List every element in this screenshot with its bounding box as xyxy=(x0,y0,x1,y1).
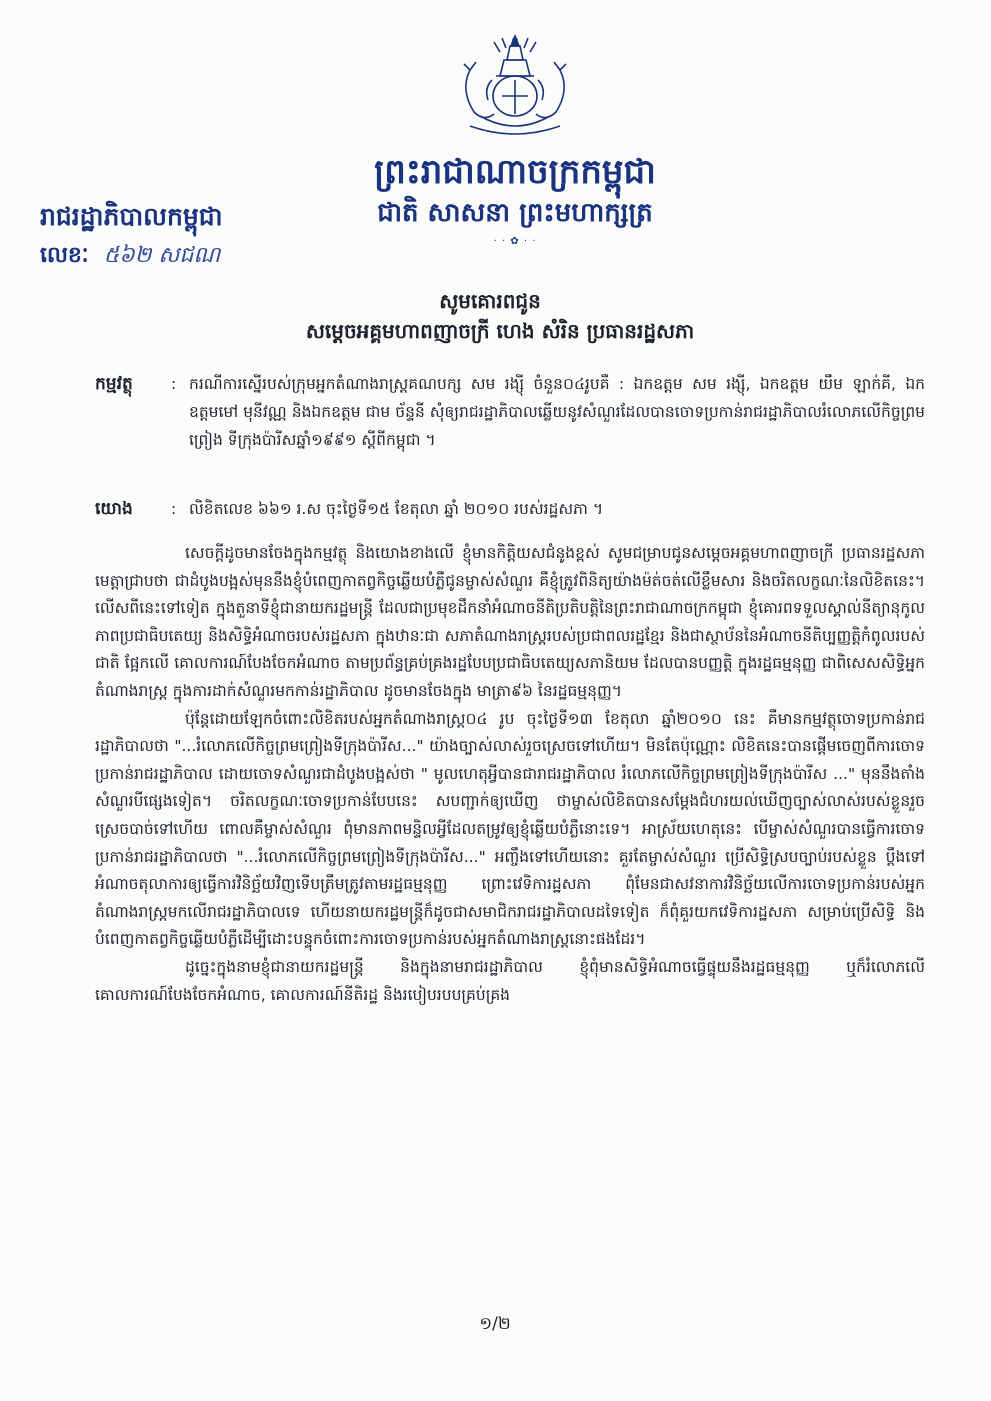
subject-field xyxy=(95,370,925,454)
sender-government: រាជរដ្ឋាភិបាលកម្ពុជា xyxy=(40,202,223,231)
subject-label: កម្មវត្ថុ xyxy=(95,374,133,394)
reference-number-label: លេខៈ xyxy=(40,243,89,268)
subject-colon: : xyxy=(171,375,177,393)
body-paragraph-2: ប៉ុន្តែដោយឡែកចំពោះលិខិតរបស់អ្នកតំណាងរាស្ត្រ០៤ រូប ចុះថ្ងៃទី១៣ ខែតុលា ឆ្នាំ២០១០ នេះ គឺមានកម្មវត្ថុចោទប្រកាន់រាជរដ្ឋាភិបាលថា "...រំលោភលើកិច្ចព្រមព្រៀងទីក្រុងប៉ារីស..." យ៉ាងច្បាស់លាស់រួចស្រេចទៅហើយ។ មិនតែប៉ុណ្ណោះ លិខិតនេះបានផ្តើមចេញពីការចោទប្រកាន់រាជរដ្ឋាភិបាល ដោយចោទសំណួរជាដំបូងបង្អស់ថា " មូលហេតុអ្វីបានជារាជរដ្ឋាភិបាល រំលោភលើកិច្ចព្រមព្រៀងទីក្រុងប៉ារីស ..." មុននឹងតាំងសំណួរបីផ្សេងទៀត។ ចរិតលក្ខណៈចោទប្រកាន់បែបនេះ សបញ្ជាក់ឲ្យឃើញ ថាម្ចាស់លិខិតបានសម្តែងជំហរយល់ឃើញច្បាស់លាស់របស់ខ្លួនរួចស្រេចបាច់ទៅហើយ ពោលគឺម្ចាស់សំណួរ ពុំមានភាពមន្ទិលអ្វីដែលតម្រូវឲ្យខ្ញុំឆ្លើយបំភ្លឺនោះទេ។ អាស្រ័យហេតុនេះ បើម្ចាស់សំណួរបានធ្វើការចោទប្រកាន់រាជរដ្ឋាភិបាលថា "...រំលោភលើកិច្ចព្រមព្រៀងទីក្រុងប៉ារីស..." អញ្ចឹងទៅហើយនោះ គួរតែម្ចាស់សំណួរ ប្រើសិទ្ធិស្របច្បាប់របស់ខ្លួន ប្តឹងទៅអំណាចតុលាការឲ្យធ្វើការវិនិច្ឆ័យវិញទើបត្រឹមត្រូវតាមរដ្ឋធម្មនុញ្ញ ព្រោះវេទិការដ្ឋសភា ពុំមែនជាសវនាការវិនិច្ឆ័យលើការចោទប្រកាន់របស់អ្នកតំណាងរាស្ត្រមកលើរាជរដ្ឋាភិបាលទេ ហើយនាយករដ្ឋមន្ត្រីក៏ដូចជាសមាជិករាជរដ្ឋាភិបាលដទៃទៀត ក៏ពុំគួរយកវេទិការដ្ឋសភា សម្រាប់ប្រើសិទ្ធិ និងបំពេញកាតព្វកិច្ចឆ្លើយបំភ្លឺដើម្បីដោះបន្ទុកចំពោះការចោទប្រកាន់របស់អ្នកតំណាងរាស្ត្រនោះផងដែរ។ xyxy=(95,709,925,949)
motto-separator: · · ✿ · · xyxy=(493,236,537,247)
reference-text: លិខិតលេខ ៦៦១ រ.ស ចុះថ្ងៃទី១៥ ខែតុលា ឆ្នាំ ២០១០ របស់រដ្ឋសភា ។ xyxy=(189,500,604,518)
body-paragraph-1: សេចក្តីដូចមានចែងក្នុងកម្មវត្ថុ និងយោងខាងលើ ខ្ញុំមានកិត្តិយសជំនូងខ្ពស់ សូមជម្រាបជូនសម្តេចអគ្គមហាពញាចក្រី ប្រធានរដ្ឋសភា មេត្តាជ្រាបថា ជាដំបូងបង្អស់មុននឹងខ្ញុំបំពេញកាតព្វកិច្ចឆ្លើយបំភ្លឺជូនម្ចាស់សំណួរ គឺខ្ញុំត្រូវពិនិត្យយ៉ាងម៉ត់ចត់លើខ្លឹមសារ និងចរិតលក្ខណៈនៃលិខិតនេះ។ លើសពីនេះទៅទៀត ក្នុងតួនាទីខ្ញុំជានាយករដ្ឋមន្ត្រី ដែលជាប្រមុខដឹកនាំអំណាចនីតិប្រតិបត្តិនៃព្រះរាជាណាចក្រកម្ពុជា ខ្ញុំគោរពទទួលស្គាល់នីត្យានុកូលភាពប្រជាធិបតេយ្យ និងសិទ្ធិអំណាចរបស់រដ្ឋសភា ក្នុងឋានៈជា សភាតំណាងរាស្ត្ររបស់ប្រជាពលរដ្ឋខ្មែរ និងជាស្ថាប័ននៃអំណាចនីតិប្បញ្ញត្តិកំពូលរបស់ជាតិ ផ្អែកលើ គោលការណ៍បែងចែកអំណាច តាមប្រព័ន្ធគ្រប់គ្រងរដ្ឋបែបប្រជាធិបតេយ្យសភានិយម ដែលបានបញ្ញត្តិ ក្នុងរដ្ឋធម្មនុញ្ញ ជាពិសេសសិទ្ធិអ្នកតំណាងរាស្ត្រ ក្នុងការដាក់សំណួរមកកាន់រដ្ឋាភិបាល ដូចមានចែងក្នុង មាត្រា៩៦ នៃរដ្ឋធម្មនុញ្ញ។ xyxy=(95,544,925,700)
addressee-salutation: សូមគោរពជូន xyxy=(439,289,541,313)
page-number: ១/២ xyxy=(479,1314,511,1334)
body-paragraph-3: ដូច្នេះក្នុងនាមខ្ញុំជានាយករដ្ឋមន្ត្រី និងក្នុងនាមរាជរដ្ឋាភិបាល ខ្ញុំពុំមានសិទ្ធិអំណាចធ្វើផ្ទុយនឹងរដ្ឋធម្មនុញ្ញ ឬក៏រំលោភលើគោលការណ៍បែងចែកអំណាច, គោលការណ៍នីតិរដ្ឋ និងរបៀបរបបគ្រប់គ្រង xyxy=(95,957,925,1004)
addressee-name: សម្តេចអគ្គមហាពញាចក្រី ហេង សំរិន ប្រធានរដ្ឋសភា xyxy=(305,319,695,343)
reference-label: យោង xyxy=(95,499,133,519)
letter-body xyxy=(95,540,925,1009)
reference-colon: : xyxy=(171,500,177,518)
national-motto: ជាតិ សាសនា ព្រះមហាក្សត្រ xyxy=(377,198,653,228)
reference-number-value: ៥៦២ សជណ xyxy=(103,243,221,268)
royal-arms-of-cambodia-icon xyxy=(440,30,590,142)
subject-text: ករណីការស្នើរបស់ក្រុមអ្នកតំណាងរាស្ត្រគណបក្ស សម រង្ស៊ី ចំនួន០៤រូបគឺ : ឯកឧត្តម សម រង្ស៊ី, ឯកឧត្តម យឹម ឡាក់គី, ឯកឧត្តមមៅ មុនីវណ្ណ និងឯកឧត្តម ជាម ច័ន្ទនី សុំឲ្យរាជរដ្ឋាភិបាលឆ្លើយនូវសំណួរដែលបានចោទប្រកាន់រាជរដ្ឋាភិបាលរំលោភលើកិច្ចព្រមព្រៀង ទីក្រុងប៉ារីសឆ្នាំ១៩៩១ ស្តីពីកម្ពុជា ។ xyxy=(189,375,925,449)
reference-number-line xyxy=(40,240,300,272)
kingdom-title: ព្រះរាជាណាចក្រកម្ពុជា xyxy=(374,152,656,192)
reference-field xyxy=(95,495,925,523)
